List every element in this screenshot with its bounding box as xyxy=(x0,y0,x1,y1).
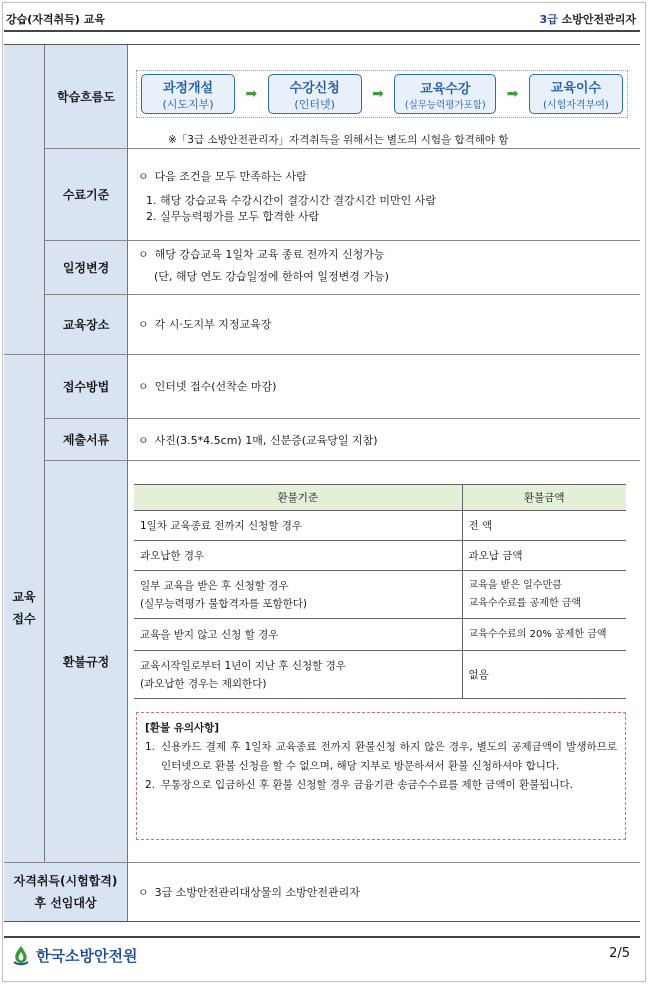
flow-note: ※「3급 소방안전관리자」자격취득을 위해서는 별도의 시험을 합격해야 함 xyxy=(168,134,509,146)
refund-table xyxy=(134,484,626,699)
refund-notice-number: 2. xyxy=(145,779,156,791)
refund-notice-number: 1. xyxy=(145,741,156,753)
appointment-line xyxy=(138,884,360,900)
refund-criteria xyxy=(134,511,462,541)
flow-step-title: 교육이수 xyxy=(550,81,602,96)
completion-item: 2. 실무능력평가를 모두 합격한 사람 xyxy=(146,210,320,223)
refund-notice-box xyxy=(136,712,626,840)
label-completion: 수료기준 xyxy=(45,148,128,240)
refund-table-header xyxy=(134,485,626,511)
label-learning-flow: 학습흐름도 xyxy=(45,44,128,148)
refund-criteria xyxy=(134,541,462,571)
header-divider xyxy=(4,30,640,32)
location-text: 각 시·도지부 지정교육장 xyxy=(154,318,272,331)
category-cell-empty xyxy=(4,44,45,354)
refund-criteria xyxy=(134,651,462,699)
refund-criteria-text: (과오납한 경우는 제외한다) xyxy=(140,677,267,690)
refund-row xyxy=(134,619,626,651)
header-certificate-title: 소방안전관리자 xyxy=(561,13,636,26)
flow-step-sub: (인터넷) xyxy=(294,97,335,111)
refund-criteria xyxy=(134,571,462,619)
flow-step-title: 교육수강 xyxy=(420,81,471,97)
refund-row xyxy=(134,511,626,541)
category-reception-line1: 교육 xyxy=(12,590,36,604)
header-course-title: 강습(자격취득) 교육 xyxy=(6,13,105,26)
bullet-circle-icon: ㅇ xyxy=(138,886,149,899)
flow-step-sub: (실무능력평가포함) xyxy=(404,99,486,111)
page-number: 2/5 xyxy=(609,946,630,961)
refund-criteria-header: 환불기준 xyxy=(134,485,462,511)
refund-notice-text: 무통장으로 입금하신 후 환불 신청할 경우 금융기관 송금수수료를 제한 금액이 환불됩니다. xyxy=(161,779,574,791)
org-name: 한국소방안전원 xyxy=(36,946,138,965)
bullet-circle-icon: ㅇ xyxy=(138,318,149,331)
refund-criteria-text: 일부 교육을 받은 후 신청할 경우 xyxy=(140,579,289,592)
completion-item: 1. 해당 강습교육 수강시간이 결강시간 결강시간 미만인 사람 xyxy=(146,194,436,207)
fire-safety-logo-icon xyxy=(10,944,32,966)
label-location: 교육장소 xyxy=(45,294,128,354)
category-appointment-line2: 후 선임대상 xyxy=(34,896,97,910)
refund-criteria xyxy=(134,619,462,651)
flow-step-sub: (시험자격부여) xyxy=(543,100,609,111)
header-certificate xyxy=(539,11,640,27)
label-schedule: 일정변경 xyxy=(45,240,128,294)
label-documents: 제출서류 xyxy=(45,418,128,460)
arrow-right-icon: ➡ xyxy=(372,86,384,102)
method-text: 인터넷 접수(선착순 마감) xyxy=(154,380,277,393)
arrow-right-icon: ➡ xyxy=(506,86,519,102)
completion-intro-text: 다음 조건을 모두 만족하는 사람 xyxy=(154,170,307,183)
refund-criteria-text: (실무능력평가 불합격자를 포함한다) xyxy=(140,597,308,610)
category-cell-reception xyxy=(4,354,45,862)
refund-amount xyxy=(462,541,626,571)
refund-row xyxy=(134,571,626,619)
refund-notice-title: [환불 유의사항] xyxy=(145,722,220,734)
footer-divider xyxy=(4,936,640,938)
flow-step-sub: (시도지부) xyxy=(162,97,214,111)
schedule-line1-text: 해당 강습교육 1일차 교육 종료 전까지 신청가능 xyxy=(154,248,385,261)
refund-criteria-text: 교육을 받지 않고 신청 할 경우 xyxy=(140,628,279,641)
refund-amount-header: 환불금액 xyxy=(462,485,626,511)
refund-amount xyxy=(462,571,626,619)
bullet-circle-icon: ㅇ xyxy=(138,380,149,393)
arrow-right-icon: ➡ xyxy=(245,86,258,102)
refund-amount-text: 교육수수료의 20% 공제한 금액 xyxy=(468,628,607,640)
refund-amount-text: 교육수수료를 공제한 금액 xyxy=(468,597,582,609)
refund-amount-text: 과오납 금액 xyxy=(468,549,523,562)
appointment-text: 3급 소방안전관리대상물의 소방안전관리자 xyxy=(154,886,360,899)
header-grade: 3급 xyxy=(539,13,558,26)
refund-amount-text: 전 액 xyxy=(468,519,493,532)
label-method: 접수방법 xyxy=(45,354,128,418)
org-logo xyxy=(10,944,137,966)
refund-notice-text: 신용카드 결제 후 1일차 교육종료 전까지 환불신청 하지 않은 경우, 별도의 공제금액이 발생하므로 인터넷으로 환불 신청을 할 수 없으며, 해당 지부로 방문하셔서 환불 신청하셔야 합니다. xyxy=(161,741,617,772)
page-header xyxy=(4,8,640,30)
refund-content xyxy=(128,44,640,862)
refund-row xyxy=(134,541,626,571)
documents-text: 사진(3.5*4.5cm) 1매, 신분증(교육당일 지참) xyxy=(154,434,378,447)
refund-notice-item xyxy=(145,738,617,776)
appointment-content xyxy=(128,862,640,922)
refund-amount xyxy=(462,651,626,699)
refund-amount xyxy=(462,511,626,541)
refund-criteria-text: 교육시작일로부터 1년이 지난 후 신청할 경우 xyxy=(140,659,346,672)
refund-criteria-text: 과오납한 경우 xyxy=(140,549,205,562)
refund-amount-text: 없음 xyxy=(468,668,489,681)
schedule-line2: (단, 해당 연도 강습일정에 한하여 일정변경 가능) xyxy=(154,270,389,283)
flow-step-title: 수강신청 xyxy=(289,80,340,96)
bullet-circle-icon: ㅇ xyxy=(138,434,149,447)
refund-amount xyxy=(462,619,626,651)
bullet-circle-icon: ㅇ xyxy=(138,170,149,183)
label-refund: 환불규정 xyxy=(45,460,128,862)
refund-amount-text: 교육을 받은 일수만큼 xyxy=(468,579,562,591)
refund-notice-item xyxy=(145,776,617,795)
bullet-circle-icon: ㅇ xyxy=(138,248,149,261)
category-reception-line2: 접수 xyxy=(12,612,36,626)
refund-row xyxy=(134,651,626,699)
category-cell-appointment xyxy=(4,862,128,922)
course-info-table xyxy=(4,44,640,922)
category-appointment-line1: 자격취득(시험합격) xyxy=(13,874,118,888)
refund-criteria-text: 1일차 교육종료 전까지 신청할 경우 xyxy=(140,519,303,532)
flow-step-title: 과정개설 xyxy=(162,80,214,96)
